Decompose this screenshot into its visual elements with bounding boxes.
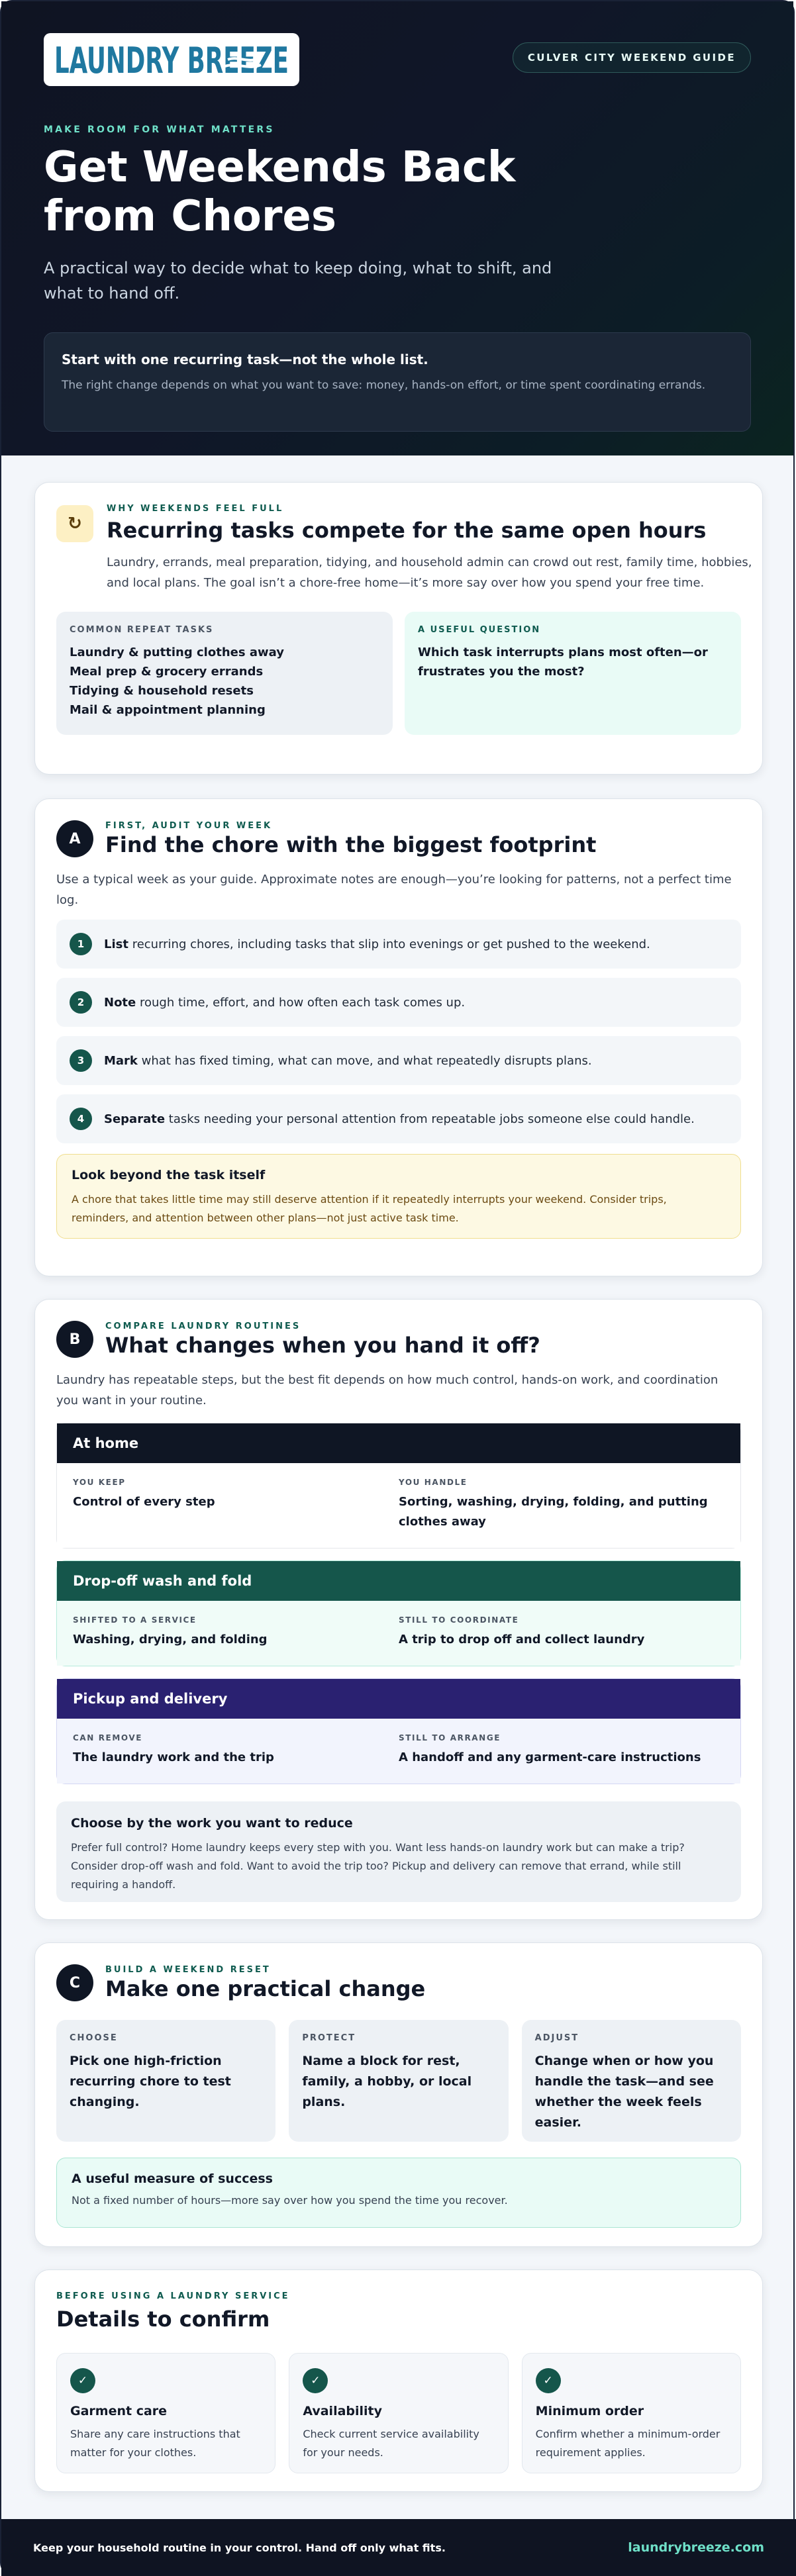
audit-step	[56, 920, 741, 969]
check-icon: ✓	[70, 2368, 95, 2393]
option-left-label: CAN REMOVE	[73, 1733, 143, 1742]
brand-logo[interactable]	[44, 33, 299, 86]
step-text: List recurring chores, including tasks that slip into evenings or get pushed to the weekend.	[104, 937, 650, 951]
useful-question-box	[405, 612, 741, 735]
compare-body: Laundry has repeatable steps, but the best fit depends on how much control, hands-on work, and coordination you want in your routine.	[56, 1373, 719, 1407]
refresh-icon: ↻	[56, 505, 93, 542]
hero-note-title: Start with one recurring task—not the whole list.	[62, 352, 428, 367]
tip-title: Look beyond the task itself	[72, 1168, 266, 1182]
option-left-value: The laundry work and the trip	[73, 1750, 274, 1764]
reset-card	[34, 1942, 763, 2247]
logo-wordmark	[49, 36, 294, 83]
reset-kicker: BUILD A WEEKEND RESET	[105, 1964, 271, 1975]
step-number: 3	[70, 1049, 92, 1072]
choose-title: Choose by the work you want to reduce	[71, 1816, 353, 1831]
reset-choose	[56, 2020, 275, 2142]
reset-col-text: Pick one high-friction recurring chore to test changing.	[70, 2054, 231, 2109]
step-text: Separate tasks needing your personal attention from repeatable jobs someone else could handle.	[104, 1112, 695, 1126]
footer-tagline: Keep your household routine in your control. Hand off only what fits.	[33, 2541, 446, 2554]
option-right-value: A handoff and any garment-care instructions	[399, 1750, 701, 1764]
why-body: Laundry, errands, meal preparation, tidying, and household admin can crowd out rest, family time, hobbies, and local plans. The goal isn’t a chore-free home—it’s more say over how you spend your free time.	[107, 555, 752, 590]
useful-question-text: Which task interrupts plans most often—or frustrates you the most?	[418, 645, 708, 679]
list-item: Tidying & household resets	[70, 684, 254, 698]
measure-title: A useful measure of success	[72, 2171, 273, 2186]
details-title: Details to confirm	[56, 2307, 270, 2332]
reset-col-label: PROTECT	[302, 2033, 356, 2043]
detail-availability	[289, 2353, 508, 2473]
option-left-value: Control of every step	[73, 1495, 215, 1509]
step-number: 4	[70, 1108, 92, 1130]
check-icon: ✓	[536, 2368, 561, 2393]
reset-col-label: ADJUST	[534, 2033, 579, 2043]
measure-body: Not a fixed number of hours—more say over how you spend the time you recover.	[72, 2194, 508, 2207]
page-footer	[1, 2519, 796, 2576]
detail-title: Availability	[303, 2404, 383, 2418]
option-right-value: A trip to drop off and collect laundry	[399, 1633, 645, 1646]
option-title: Drop-off wash and fold	[57, 1561, 740, 1601]
footer-website-link[interactable]: laundrybreeze.com	[628, 2540, 764, 2555]
step-text: Note rough time, effort, and how often each task comes up.	[104, 995, 466, 1010]
svg-text:LAUNDRY BREEZE: LAUNDRY BREEZE	[54, 40, 289, 81]
hero-note	[44, 332, 751, 432]
detail-body: Share any care instructions that matter for your clothes.	[70, 2428, 240, 2459]
detail-title: Minimum order	[535, 2404, 644, 2418]
compare-kicker: COMPARE LAUNDRY ROUTINES	[105, 1321, 301, 1331]
choose-box	[56, 1801, 741, 1902]
option-right-label: STILL TO COORDINATE	[399, 1615, 519, 1625]
option-pickup-delivery	[56, 1678, 741, 1784]
option-drop-off	[56, 1560, 741, 1666]
audit-tip	[56, 1154, 741, 1239]
reset-protect	[289, 2020, 508, 2142]
option-title: Pickup and delivery	[57, 1679, 740, 1719]
why-card	[34, 482, 763, 775]
detail-garment-care	[56, 2353, 275, 2473]
detail-body: Check current service availability for your needs.	[303, 2428, 479, 2459]
list-item: Meal prep & grocery errands	[70, 665, 264, 679]
option-left-label: SHIFTED TO A SERVICE	[73, 1615, 197, 1625]
audit-title: Find the chore with the biggest footprint	[105, 832, 597, 857]
details-kicker: BEFORE USING A LAUNDRY SERVICE	[56, 2291, 290, 2301]
audit-step	[56, 978, 741, 1027]
why-title: Recurring tasks compete for the same open hours	[107, 518, 707, 543]
hero-subtitle: A practical way to decide what to keep doing, what to shift, and what to hand off.	[44, 259, 552, 303]
hero-kicker: MAKE ROOM FOR WHAT MATTERS	[44, 124, 275, 135]
option-right-label: STILL TO ARRANGE	[399, 1733, 501, 1742]
reset-adjust	[522, 2020, 741, 2142]
step-text: Mark what has fixed timing, what can move, and what repeatedly disrupts plans.	[104, 1053, 592, 1068]
step-number: 2	[70, 991, 92, 1014]
choose-body: Prefer full control? Home laundry keeps every step with you. Want less hands-on laundry work but can make a trip? Consider drop-off wash and fold. Want to avoid the trip too? Pickup and delivery can remove that errand, while still requiring a handoff.	[71, 1841, 685, 1891]
detail-title: Garment care	[70, 2404, 168, 2418]
tip-body: A chore that takes little time may still deserve attention if it repeatedly interrupts your weekend. Consider trips, reminders, and attention between other plans—not just active task time.	[72, 1193, 667, 1224]
step-number: 1	[70, 933, 92, 955]
why-kicker: WHY WEEKENDS FEEL FULL	[107, 504, 284, 514]
guide-pill: CULVER CITY WEEKEND GUIDE	[513, 42, 751, 73]
useful-question-label: A USEFUL QUESTION	[418, 625, 541, 635]
reset-col-text: Change when or how you handle the task—and see whether the week feels easier.	[534, 2054, 714, 2130]
audit-body: Use a typical week as your guide. Approximate notes are enough—you’re looking for patterns, not a perfect time log.	[56, 873, 732, 907]
hero-section	[1, 1, 793, 455]
compare-title: What changes when you hand it off?	[105, 1332, 540, 1358]
audit-card	[34, 798, 763, 1276]
option-at-home	[56, 1423, 741, 1549]
success-measure	[56, 2158, 741, 2228]
option-left-label: YOU KEEP	[73, 1478, 126, 1487]
check-icon: ✓	[303, 2368, 328, 2393]
reset-col-text: Name a block for rest, family, a hobby, or local plans.	[302, 2054, 472, 2109]
hero-note-body: The right change depends on what you want to save: money, hands-on effort, or time spent coordinating errands.	[62, 379, 706, 392]
section-badge: A	[56, 820, 93, 857]
detail-body: Confirm whether a minimum-order requirement applies.	[535, 2428, 721, 2459]
repeat-tasks-label: COMMON REPEAT TASKS	[70, 625, 214, 635]
audit-step	[56, 1094, 741, 1143]
option-right-label: YOU HANDLE	[399, 1478, 468, 1487]
audit-step	[56, 1036, 741, 1085]
option-title: At home	[57, 1423, 740, 1463]
details-card	[34, 2269, 763, 2492]
page-title: Get Weekends Back from Chores	[44, 143, 516, 241]
list-item: Mail & appointment planning	[70, 703, 266, 717]
section-badge: C	[56, 1964, 93, 2001]
option-right-value: Sorting, washing, drying, folding, and putting clothes away	[399, 1495, 708, 1529]
audit-kicker: FIRST, AUDIT YOUR WEEK	[105, 820, 273, 831]
list-item: Laundry & putting clothes away	[70, 645, 284, 659]
reset-col-label: CHOOSE	[70, 2033, 118, 2043]
option-left-value: Washing, drying, and folding	[73, 1633, 268, 1646]
compare-card	[34, 1299, 763, 1920]
section-badge: B	[56, 1321, 93, 1358]
detail-minimum-order	[522, 2353, 741, 2473]
reset-title: Make one practical change	[105, 1976, 426, 2001]
repeat-tasks-box	[56, 612, 393, 735]
